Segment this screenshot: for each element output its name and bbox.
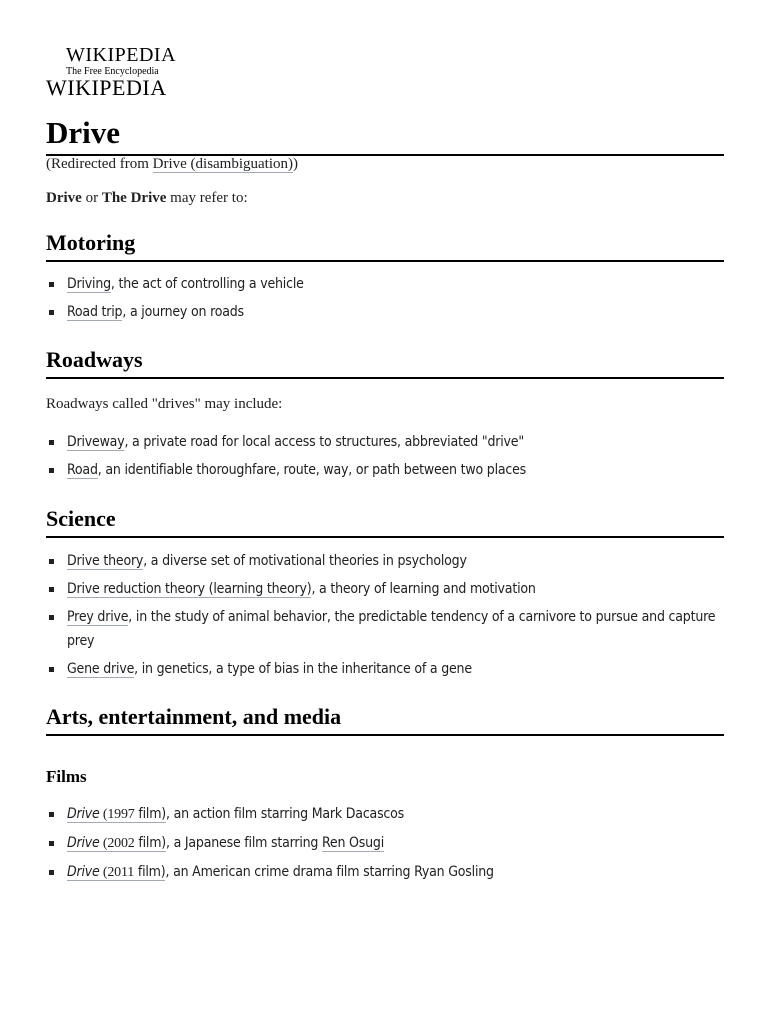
bullet [49, 282, 54, 287]
bullet [49, 440, 54, 445]
section-heading-roadways: Roadways [46, 346, 724, 379]
intro-paragraph: Drive or The Drive may refer to: [46, 190, 248, 206]
wikipedia-logo[interactable] [46, 44, 176, 98]
logo-wordmark-large: WIKIPEDIA [46, 75, 167, 100]
list-item: Gene drive, in genetics, a type of bias in the inheritance of a gene [46, 657, 724, 681]
list-item: Road trip, a journey on roads [46, 300, 724, 324]
bullet [49, 615, 54, 620]
section-heading-motoring: Motoring [46, 229, 724, 262]
list-item: Drive theory, a diverse set of motivational theories in psychology [46, 549, 724, 573]
link-prey-drive[interactable]: Prey drive [67, 609, 129, 625]
link-drive-2002-film[interactable]: Drive (2002 film) [67, 835, 166, 851]
subsection-heading-films: Films [46, 767, 87, 786]
list-item: Driveway, a private road for local access to structures, abbreviated "drive" [46, 430, 724, 454]
bullet [49, 812, 54, 817]
list-item: Drive reduction theory (learning theory), a theory of learning and motivation [46, 577, 724, 601]
list-item: Drive (2011 film), an American crime drama film starring Ryan Gosling [46, 860, 724, 885]
logo-tagline: The Free Encyclopedia [66, 66, 159, 77]
link-drive-1997-film[interactable]: Drive (1997 film) [67, 806, 166, 822]
science-list [46, 549, 724, 685]
roadways-intro: Roadways called "drives" may include: [46, 396, 283, 412]
section-heading-arts: Arts, entertainment, and media [46, 703, 724, 736]
list-item: Driving, the act of controlling a vehicle [46, 272, 724, 296]
page-title: Drive [46, 114, 724, 156]
link-road-trip[interactable]: Road trip [67, 304, 123, 320]
bullet [49, 667, 54, 672]
list-item: Prey drive, in the study of animal behavior, the predictable tendency of a carnivore to pursue and capture prey [46, 605, 724, 653]
bullet [49, 841, 54, 846]
bullet [49, 587, 54, 592]
roadways-list [46, 430, 724, 486]
link-road[interactable]: Road [67, 462, 98, 478]
redirect-notice: (Redirected from Drive (disambiguation)) [46, 156, 299, 172]
logo-wordmark: WIKIPEDIA [66, 44, 177, 66]
link-driveway[interactable]: Driveway [67, 434, 125, 450]
list-item: Drive (2002 film), a Japanese film starring Ren Osugi [46, 831, 724, 856]
link-drive-2011-film[interactable]: Drive (2011 film) [67, 864, 166, 880]
link-drive-theory[interactable]: Drive theory [67, 553, 144, 569]
list-item: Drive (1997 film), an action film starring Mark Dacascos [46, 802, 724, 827]
link-gene-drive[interactable]: Gene drive [67, 661, 135, 677]
redirect-link[interactable]: Drive (disambiguation) [152, 156, 294, 172]
bullet [49, 870, 54, 875]
section-heading-science: Science [46, 505, 724, 538]
bullet [49, 310, 54, 315]
link-drive-reduction-theory[interactable]: Drive reduction theory (learning theory) [67, 581, 312, 597]
films-list [46, 802, 724, 889]
list-item: Road, an identifiable thoroughfare, route, way, or path between two places [46, 458, 724, 482]
link-ren-osugi[interactable]: Ren Osugi [322, 835, 385, 851]
motoring-list [46, 272, 724, 328]
bullet [49, 468, 54, 473]
bullet [49, 559, 54, 564]
link-driving[interactable]: Driving [67, 276, 111, 292]
